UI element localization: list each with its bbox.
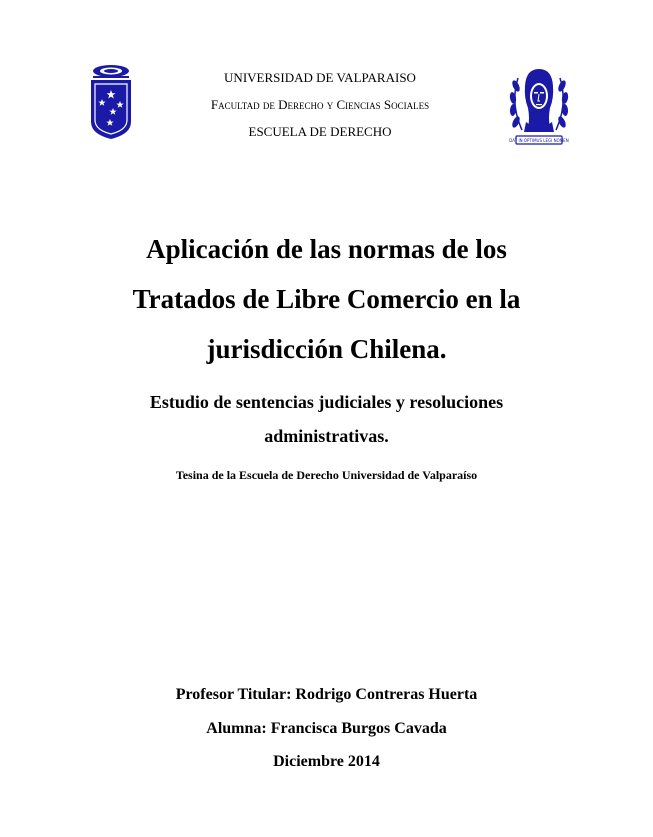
university-shield-icon xyxy=(89,62,133,140)
title-line-1: Aplicación de las normas de los xyxy=(146,234,507,264)
thesis-credits xyxy=(60,678,593,779)
faculty-seal-icon xyxy=(508,66,570,148)
title-line-3: jurisdicción Chilena. xyxy=(206,334,447,364)
seal-banner-text: DAT IN OPTIMUS LEGI NOMEN xyxy=(509,138,569,143)
thesis-subtitle xyxy=(60,385,593,453)
faculty-name: Facultad de Derecho y Ciencias Sociales xyxy=(210,97,430,112)
subtitle-line-2: administrativas. xyxy=(264,426,389,446)
professor-line: Profesor Titular: Rodrigo Contreras Huerta xyxy=(175,686,478,703)
faculty-seal-logo xyxy=(508,66,570,148)
date-line: Diciembre 2014 xyxy=(273,753,380,770)
school-name: ESCUELA DE DERECHO xyxy=(248,124,392,139)
university-name: UNIVERSIDAD DE VALPARAISO xyxy=(224,70,416,85)
university-shield-logo xyxy=(89,62,133,140)
tesina-description: Tesina de la Escuela de Derecho Universidad de Valparaíso xyxy=(175,468,478,482)
student-line: Alumna: Francisca Burgos Cavada xyxy=(206,719,447,737)
title-line-2: Tratados de Libre Comercio en la xyxy=(132,284,521,314)
thesis-title xyxy=(40,224,613,374)
subtitle-line-1: Estudio de sentencias judiciales y resoluciones xyxy=(149,392,504,412)
institution-header xyxy=(150,64,490,145)
